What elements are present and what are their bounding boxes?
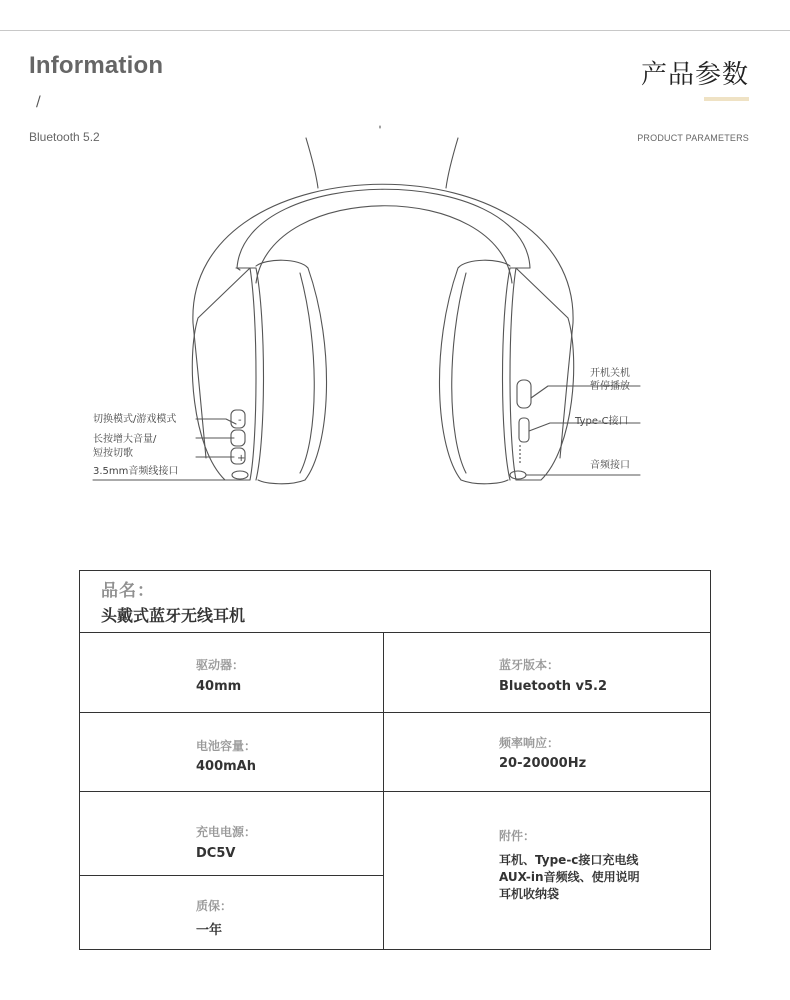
label-short-press-track: 短按切歌: [93, 448, 133, 459]
accessories-line: AUX-in音频线、使用说明: [499, 870, 640, 884]
charge-value: DC5V: [196, 846, 236, 861]
warranty-label: 质保：: [196, 899, 233, 913]
battery-value: 400mAh: [196, 759, 256, 774]
label-pause-play: 暂停播放: [590, 381, 630, 392]
label-long-press-volume: 长按增大音量/: [93, 434, 157, 445]
label-type-c: Type-C接口: [575, 416, 629, 427]
label-audio-port: 音频接口: [590, 460, 630, 471]
warranty-value: 一年: [196, 923, 223, 938]
bluetooth-subtitle: Bluetooth 5.2: [29, 130, 100, 144]
product-params-title: 产品参数: [640, 60, 749, 90]
battery-label: 电池容量：: [196, 739, 257, 753]
frequency-label: 频率响应：: [499, 736, 560, 750]
minus-button-icon: -: [238, 415, 242, 426]
label-power: 开机关机: [590, 368, 630, 379]
top-divider: [0, 30, 790, 31]
spec-row-divider: [80, 791, 710, 792]
frequency-value: 20-20000Hz: [499, 756, 587, 771]
accessories-line: 耳机收纳袋: [499, 887, 560, 901]
driver-label: 驱动器：: [196, 658, 245, 672]
spec-row-divider: [80, 712, 710, 713]
accessories-label: 附件：: [499, 829, 536, 843]
accessories-line: 耳机、Type-c接口充电线: [499, 853, 639, 867]
spec-header-row: [80, 571, 710, 633]
driver-value: 40mm: [196, 679, 242, 694]
bluetooth-label: 蓝牙版本：: [499, 658, 560, 672]
headphone-diagram: [0, 118, 790, 498]
product-name-label: 品名：: [101, 581, 155, 601]
info-title: Information: [29, 52, 164, 79]
product-params-subtitle: PRODUCT PARAMETERS: [637, 133, 749, 143]
plus-button-icon: +: [237, 453, 246, 464]
bluetooth-value: Bluetooth v5.2: [499, 679, 608, 694]
slash-mark: /: [36, 94, 41, 110]
spec-row-divider: [80, 875, 383, 876]
label-3-5mm-jack: 3.5mm音频线接口: [93, 466, 179, 477]
charge-label: 充电电源：: [196, 825, 257, 839]
product-name-value: 头戴式蓝牙无线耳机: [101, 606, 246, 625]
spec-table: [79, 570, 711, 950]
label-switch-mode: 切换模式/游戏模式: [93, 414, 177, 425]
accent-bar: [704, 97, 749, 101]
